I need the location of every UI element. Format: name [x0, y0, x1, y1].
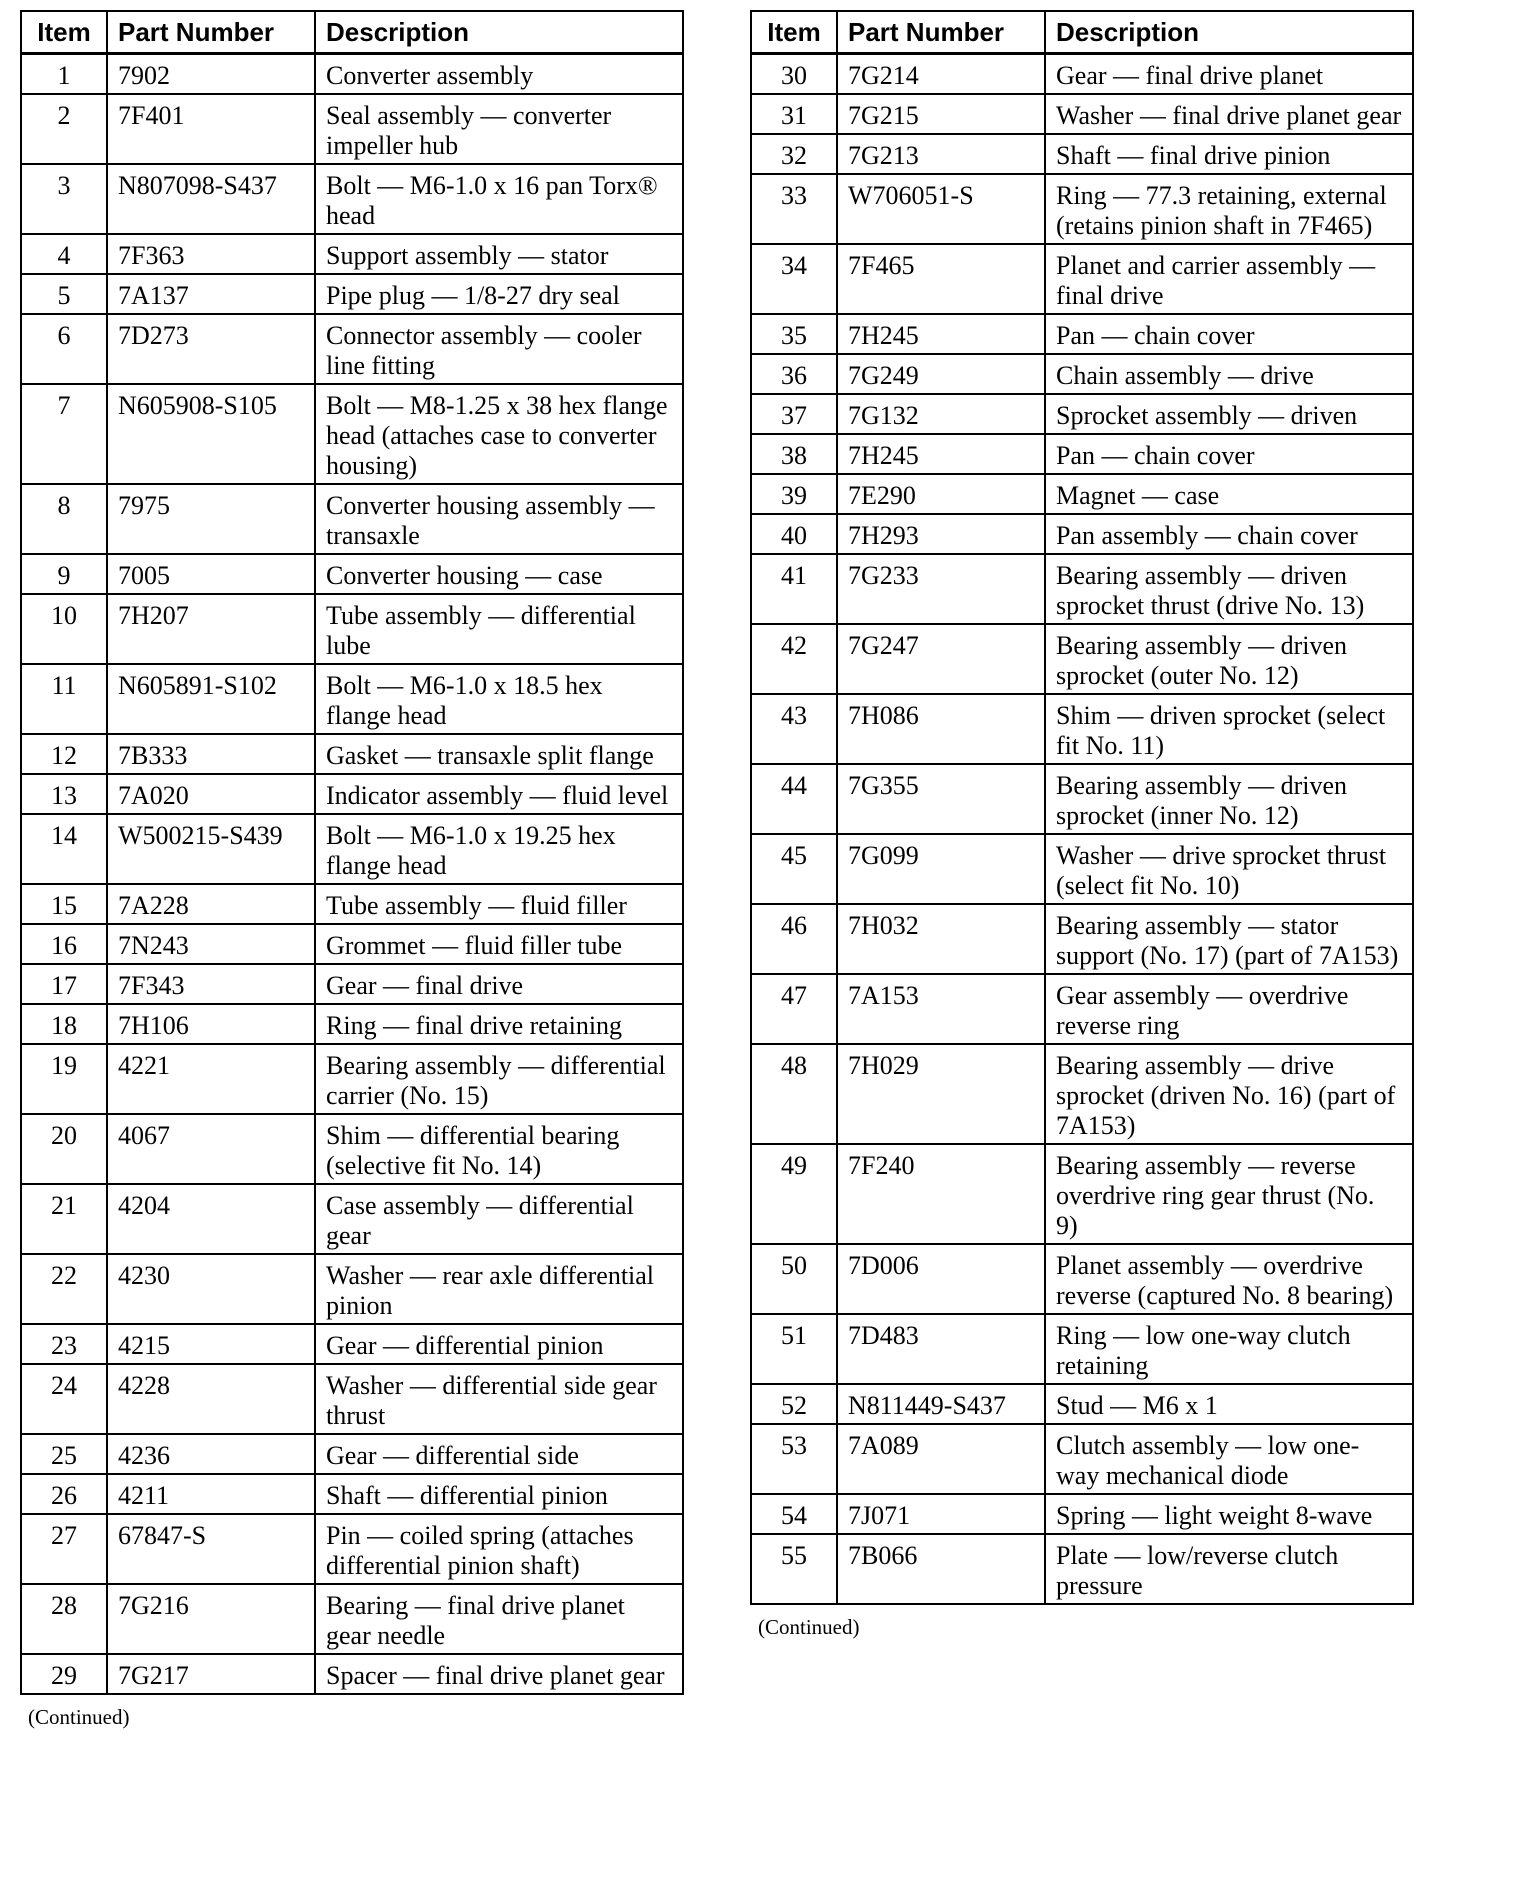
description-cell: Seal assembly — converter impeller hub — [315, 94, 683, 164]
description-cell: Pan — chain cover — [1045, 314, 1413, 354]
item-number-cell: 26 — [21, 1474, 107, 1514]
item-number-cell: 46 — [751, 904, 837, 974]
description-cell: Washer — rear axle differential pinion — [315, 1254, 683, 1324]
part-number-cell: 7J071 — [837, 1494, 1045, 1534]
item-number-cell: 8 — [21, 484, 107, 554]
table-row — [751, 134, 1413, 174]
description-cell: Gear — differential pinion — [315, 1324, 683, 1364]
item-number-cell: 44 — [751, 764, 837, 834]
part-number-cell: 7G233 — [837, 554, 1045, 624]
description-cell: Bearing assembly — reverse overdrive ring gear thrust (No. 9) — [1045, 1144, 1413, 1244]
part-number-cell: 7A153 — [837, 974, 1045, 1044]
part-number-cell: 4230 — [107, 1254, 315, 1324]
table-row — [21, 1004, 683, 1044]
item-number-cell: 45 — [751, 834, 837, 904]
table-row — [21, 274, 683, 314]
item-number-cell: 29 — [21, 1654, 107, 1694]
description-cell: Converter housing assembly — transaxle — [315, 484, 683, 554]
table-row — [751, 1384, 1413, 1424]
table-row — [751, 1044, 1413, 1144]
header-row — [21, 11, 683, 54]
description-cell: Bolt — M6-1.0 x 19.25 hex flange head — [315, 814, 683, 884]
item-number-cell: 38 — [751, 434, 837, 474]
description-cell: Bolt — M6-1.0 x 16 pan Torx® head — [315, 164, 683, 234]
table-row — [21, 554, 683, 594]
description-cell: Connector assembly — cooler line fitting — [315, 314, 683, 384]
table-row — [751, 244, 1413, 314]
part-number-cell: 7D483 — [837, 1314, 1045, 1384]
part-number-cell: 7B066 — [837, 1534, 1045, 1604]
part-number-cell: 7A228 — [107, 884, 315, 924]
item-number-cell: 22 — [21, 1254, 107, 1324]
header-item: Item — [21, 11, 107, 54]
description-cell: Pin — coiled spring (attaches differential pinion shaft) — [315, 1514, 683, 1584]
description-cell: Ring — low one-way clutch retaining — [1045, 1314, 1413, 1384]
table-row — [751, 1424, 1413, 1494]
table-row — [751, 694, 1413, 764]
continued-note-right: (Continued) — [758, 1615, 860, 1639]
item-number-cell: 3 — [21, 164, 107, 234]
item-number-cell: 47 — [751, 974, 837, 1044]
table-row — [21, 94, 683, 164]
description-cell: Clutch assembly — low one-way mechanical diode — [1045, 1424, 1413, 1494]
part-number-cell: 7A137 — [107, 274, 315, 314]
item-number-cell: 51 — [751, 1314, 837, 1384]
header-description: Description — [1045, 11, 1413, 54]
table-row — [751, 54, 1413, 95]
description-cell: Spring — light weight 8-wave — [1045, 1494, 1413, 1534]
item-number-cell: 31 — [751, 94, 837, 134]
table-row — [21, 1324, 683, 1364]
item-number-cell: 35 — [751, 314, 837, 354]
table-row — [751, 974, 1413, 1044]
table-row — [751, 474, 1413, 514]
table-row — [751, 314, 1413, 354]
table-row — [751, 764, 1413, 834]
part-number-cell: 4204 — [107, 1184, 315, 1254]
part-number-cell: 4211 — [107, 1474, 315, 1514]
part-number-cell: 4067 — [107, 1114, 315, 1184]
part-number-cell: 7G213 — [837, 134, 1045, 174]
table-row — [21, 1654, 683, 1694]
part-number-cell: 7G215 — [837, 94, 1045, 134]
table-row — [21, 1474, 683, 1514]
part-number-cell: 7H032 — [837, 904, 1045, 974]
item-number-cell: 52 — [751, 1384, 837, 1424]
item-number-cell: 4 — [21, 234, 107, 274]
item-number-cell: 43 — [751, 694, 837, 764]
table-row — [751, 624, 1413, 694]
item-number-cell: 33 — [751, 174, 837, 244]
item-number-cell: 55 — [751, 1534, 837, 1604]
item-number-cell: 37 — [751, 394, 837, 434]
table-row — [21, 1434, 683, 1474]
part-number-cell: 7F343 — [107, 964, 315, 1004]
table-row — [751, 834, 1413, 904]
part-number-cell: 7H086 — [837, 694, 1045, 764]
table-row — [21, 1584, 683, 1654]
part-number-cell: 7A089 — [837, 1424, 1045, 1494]
part-number-cell: 7G216 — [107, 1584, 315, 1654]
description-cell: Stud — M6 x 1 — [1045, 1384, 1413, 1424]
part-number-cell: 7005 — [107, 554, 315, 594]
table-row — [21, 164, 683, 234]
item-number-cell: 49 — [751, 1144, 837, 1244]
item-number-cell: 7 — [21, 384, 107, 484]
item-number-cell: 10 — [21, 594, 107, 664]
item-number-cell: 16 — [21, 924, 107, 964]
part-number-cell: 7G132 — [837, 394, 1045, 434]
table-row — [21, 884, 683, 924]
header-row — [751, 11, 1413, 54]
header-part-number: Part Number — [107, 11, 315, 54]
item-number-cell: 24 — [21, 1364, 107, 1434]
parts-list-page — [20, 10, 1516, 1882]
part-number-cell: 7G355 — [837, 764, 1045, 834]
part-number-cell: 7H029 — [837, 1044, 1045, 1144]
part-number-cell: 7H245 — [837, 314, 1045, 354]
item-number-cell: 39 — [751, 474, 837, 514]
table-row — [21, 1044, 683, 1114]
description-cell: Support assembly — stator — [315, 234, 683, 274]
item-number-cell: 34 — [751, 244, 837, 314]
item-number-cell: 17 — [21, 964, 107, 1004]
part-number-cell: N605908-S105 — [107, 384, 315, 484]
description-cell: Shim — driven sprocket (select fit No. 11) — [1045, 694, 1413, 764]
description-cell: Shim — differential bearing (selective fit No. 14) — [315, 1114, 683, 1184]
description-cell: Grommet — fluid filler tube — [315, 924, 683, 964]
item-number-cell: 18 — [21, 1004, 107, 1044]
item-number-cell: 42 — [751, 624, 837, 694]
item-number-cell: 19 — [21, 1044, 107, 1114]
table-row — [751, 1494, 1413, 1534]
item-number-cell: 32 — [751, 134, 837, 174]
description-cell: Planet and carrier assembly — final drive — [1045, 244, 1413, 314]
part-number-cell: 7G249 — [837, 354, 1045, 394]
part-number-cell: 7902 — [107, 54, 315, 95]
description-cell: Tube assembly — fluid filler — [315, 884, 683, 924]
part-number-cell: 7A020 — [107, 774, 315, 814]
table-row — [21, 774, 683, 814]
description-cell: Bearing assembly — stator support (No. 17) (part of 7A153) — [1045, 904, 1413, 974]
table-row — [751, 354, 1413, 394]
description-cell: Magnet — case — [1045, 474, 1413, 514]
description-cell: Gasket — transaxle split flange — [315, 734, 683, 774]
item-number-cell: 53 — [751, 1424, 837, 1494]
description-cell: Bearing assembly — differential carrier (No. 15) — [315, 1044, 683, 1114]
description-cell: Gear — differential side — [315, 1434, 683, 1474]
parts-table-right-block — [750, 10, 1414, 1640]
part-number-cell: 7G247 — [837, 624, 1045, 694]
part-number-cell: 7F240 — [837, 1144, 1045, 1244]
part-number-cell: 7F363 — [107, 234, 315, 274]
part-number-cell: 7G214 — [837, 54, 1045, 95]
description-cell: Pan assembly — chain cover — [1045, 514, 1413, 554]
item-number-cell: 25 — [21, 1434, 107, 1474]
part-number-cell: 7975 — [107, 484, 315, 554]
table-row — [21, 384, 683, 484]
header-part-number: Part Number — [837, 11, 1045, 54]
item-number-cell: 11 — [21, 664, 107, 734]
description-cell: Ring — 77.3 retaining, external (retains pinion shaft in 7F465) — [1045, 174, 1413, 244]
table-row — [21, 1364, 683, 1434]
part-number-cell: 7N243 — [107, 924, 315, 964]
part-number-cell: N605891-S102 — [107, 664, 315, 734]
item-number-cell: 9 — [21, 554, 107, 594]
table-row — [21, 964, 683, 1004]
description-cell: Shaft — differential pinion — [315, 1474, 683, 1514]
description-cell: Planet assembly — overdrive reverse (captured No. 8 bearing) — [1045, 1244, 1413, 1314]
table-row — [21, 484, 683, 554]
table-row — [21, 594, 683, 664]
table-row — [751, 1244, 1413, 1314]
parts-table-left-block — [20, 10, 684, 1730]
table-row — [751, 1144, 1413, 1244]
table-row — [751, 1314, 1413, 1384]
table-row — [21, 314, 683, 384]
part-number-cell: 7F465 — [837, 244, 1045, 314]
item-number-cell: 23 — [21, 1324, 107, 1364]
table-row — [751, 904, 1413, 974]
description-cell: Chain assembly — drive — [1045, 354, 1413, 394]
description-cell: Bolt — M6-1.0 x 18.5 hex flange head — [315, 664, 683, 734]
item-number-cell: 12 — [21, 734, 107, 774]
description-cell: Case assembly — differential gear — [315, 1184, 683, 1254]
item-number-cell: 21 — [21, 1184, 107, 1254]
parts-table-left-body — [21, 54, 683, 1695]
parts-table-right-body — [751, 54, 1413, 1605]
description-cell: Bearing — final drive planet gear needle — [315, 1584, 683, 1654]
part-number-cell: 7H245 — [837, 434, 1045, 474]
part-number-cell: 7G099 — [837, 834, 1045, 904]
part-number-cell: N807098-S437 — [107, 164, 315, 234]
description-cell: Indicator assembly — fluid level — [315, 774, 683, 814]
item-number-cell: 41 — [751, 554, 837, 624]
item-number-cell: 50 — [751, 1244, 837, 1314]
table-row — [21, 664, 683, 734]
description-cell: Bearing assembly — driven sprocket thrust (drive No. 13) — [1045, 554, 1413, 624]
part-number-cell: 7G217 — [107, 1654, 315, 1694]
table-row — [21, 1114, 683, 1184]
part-number-cell: 7D273 — [107, 314, 315, 384]
table-row — [21, 924, 683, 964]
table-row — [21, 54, 683, 95]
item-number-cell: 54 — [751, 1494, 837, 1534]
part-number-cell: W706051-S — [837, 174, 1045, 244]
part-number-cell: 7F401 — [107, 94, 315, 164]
description-cell: Shaft — final drive pinion — [1045, 134, 1413, 174]
item-number-cell: 27 — [21, 1514, 107, 1584]
parts-table-right — [750, 10, 1414, 1605]
description-cell: Bolt — M8-1.25 x 38 hex flange head (attaches case to converter housing) — [315, 384, 683, 484]
description-cell: Ring — final drive retaining — [315, 1004, 683, 1044]
table-row — [21, 734, 683, 774]
item-number-cell: 6 — [21, 314, 107, 384]
table-row — [751, 514, 1413, 554]
part-number-cell: W500215-S439 — [107, 814, 315, 884]
table-row — [751, 1534, 1413, 1604]
description-cell: Converter assembly — [315, 54, 683, 95]
item-number-cell: 36 — [751, 354, 837, 394]
table-row — [751, 554, 1413, 624]
description-cell: Spacer — final drive planet gear — [315, 1654, 683, 1694]
part-number-cell: 7H293 — [837, 514, 1045, 554]
item-number-cell: 30 — [751, 54, 837, 95]
description-cell: Bearing assembly — driven sprocket (outer No. 12) — [1045, 624, 1413, 694]
table-row — [21, 234, 683, 274]
table-row — [21, 1184, 683, 1254]
item-number-cell: 14 — [21, 814, 107, 884]
part-number-cell: 4228 — [107, 1364, 315, 1434]
part-number-cell: 4221 — [107, 1044, 315, 1114]
part-number-cell: 7E290 — [837, 474, 1045, 514]
item-number-cell: 2 — [21, 94, 107, 164]
part-number-cell: N811449-S437 — [837, 1384, 1045, 1424]
part-number-cell: 67847-S — [107, 1514, 315, 1584]
table-row — [751, 394, 1413, 434]
description-cell: Gear assembly — overdrive reverse ring — [1045, 974, 1413, 1044]
part-number-cell: 7H106 — [107, 1004, 315, 1044]
description-cell: Gear — final drive — [315, 964, 683, 1004]
table-row — [751, 434, 1413, 474]
description-cell: Tube assembly — differential lube — [315, 594, 683, 664]
item-number-cell: 15 — [21, 884, 107, 924]
table-row — [751, 174, 1413, 244]
item-number-cell: 28 — [21, 1584, 107, 1654]
description-cell: Pipe plug — 1/8-27 dry seal — [315, 274, 683, 314]
description-cell: Bearing assembly — driven sprocket (inner No. 12) — [1045, 764, 1413, 834]
part-number-cell: 4236 — [107, 1434, 315, 1474]
item-number-cell: 20 — [21, 1114, 107, 1184]
table-row — [751, 94, 1413, 134]
table-row — [21, 814, 683, 884]
item-number-cell: 13 — [21, 774, 107, 814]
description-cell: Pan — chain cover — [1045, 434, 1413, 474]
part-number-cell: 7B333 — [107, 734, 315, 774]
part-number-cell: 4215 — [107, 1324, 315, 1364]
part-number-cell: 7H207 — [107, 594, 315, 664]
header-item: Item — [751, 11, 837, 54]
description-cell: Converter housing — case — [315, 554, 683, 594]
description-cell: Washer — final drive planet gear — [1045, 94, 1413, 134]
parts-table-left — [20, 10, 684, 1695]
table-row — [21, 1514, 683, 1584]
description-cell: Sprocket assembly — driven — [1045, 394, 1413, 434]
item-number-cell: 1 — [21, 54, 107, 95]
table-row — [21, 1254, 683, 1324]
description-cell: Bearing assembly — drive sprocket (driven No. 16) (part of 7A153) — [1045, 1044, 1413, 1144]
header-description: Description — [315, 11, 683, 54]
item-number-cell: 5 — [21, 274, 107, 314]
continued-note-left: (Continued) — [28, 1705, 130, 1729]
description-cell: Washer — drive sprocket thrust (select fit No. 10) — [1045, 834, 1413, 904]
description-cell: Washer — differential side gear thrust — [315, 1364, 683, 1434]
part-number-cell: 7D006 — [837, 1244, 1045, 1314]
description-cell: Plate — low/reverse clutch pressure — [1045, 1534, 1413, 1604]
item-number-cell: 48 — [751, 1044, 837, 1144]
item-number-cell: 40 — [751, 514, 837, 554]
description-cell: Gear — final drive planet — [1045, 54, 1413, 95]
